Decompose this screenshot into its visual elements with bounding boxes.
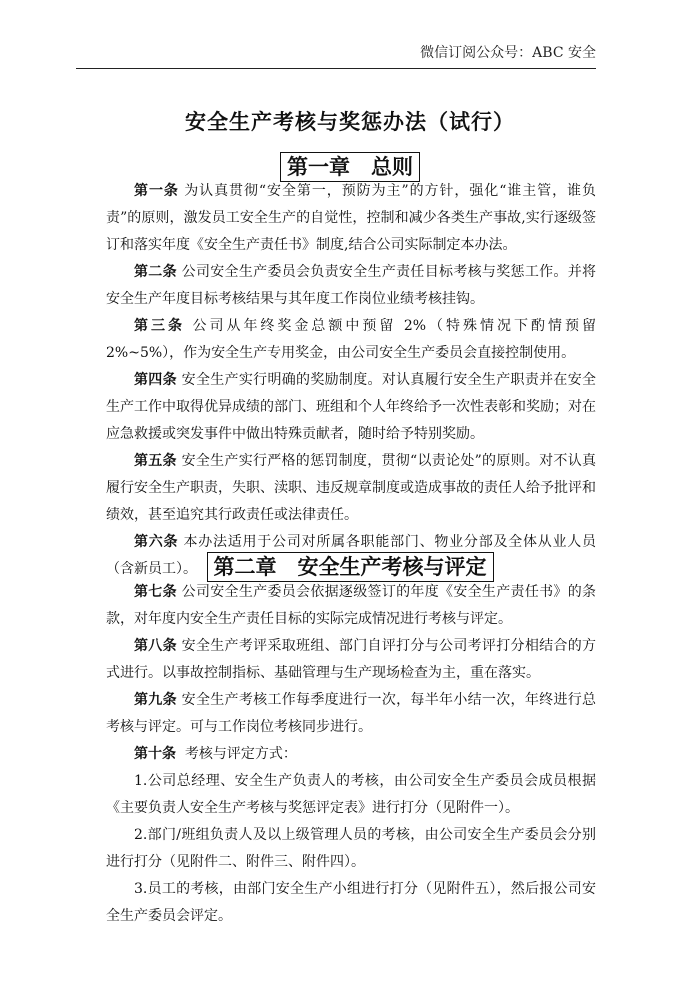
article-10 <box>106 741 596 768</box>
chapter-1-heading: 第一章 总则 <box>280 152 420 182</box>
list-item-1: 1.公司总经理、安全生产负责人的考核，由公司安全生产委员会成员根据《主要负责人安全生产考核与奖惩评定表》进行打分（见附件一）。 <box>106 773 596 816</box>
article-text: 公司安全生产委员会负责安全生产责任目标考核与奖惩工作。并将安全生产年度目标考核结果与其年度工作岗位业绩考核挂钩。 <box>106 264 597 307</box>
article-9 <box>106 687 596 741</box>
chapter-1-content <box>106 178 596 583</box>
article-label: 第十条 <box>134 746 176 762</box>
article-3 <box>106 313 596 367</box>
article-text: 安全生产实行严格的惩罚制度，贯彻“以责论处”的原则。对不认真履行安全生产职责，失职、渎职、违反规章制度或造成事故的责任人给予批评和绩效，甚至追究其行政责任或法律责任。 <box>106 453 596 523</box>
article-8 <box>106 633 596 687</box>
article-label: 第三条 <box>134 318 185 334</box>
article-label: 第二条 <box>134 264 177 280</box>
article-1 <box>106 178 596 259</box>
article-label: 第九条 <box>134 692 177 708</box>
article-label: 第七条 <box>134 584 177 600</box>
article-text: 安全生产考评采取班组、部门自评打分与公司考评打分相结合的方式进行。以事故控制指标、基础管理与生产现场检查为主，重在落实。 <box>106 638 597 681</box>
article-text: 安全生产实行明确的奖励制度。对认真履行安全生产职责并在安全生产工作中取得优异成绩的部门、班组和个人年终给予一次性表彰和奖励；对在应急救援或突发事件中做出特殊贡献者，随时给予特别奖励。 <box>106 372 597 442</box>
article-label: 第五条 <box>134 453 177 469</box>
article-text: 为认真贯彻“安全第一，预防为主”的方针，强化“谁主管，谁负责”的原则，激发员工安全生产的自觉性，控制和减少各类生产事故,实行逐级签订和落实年度《安全生产责任书》制度,结合公司实际制定本办法。 <box>106 183 596 253</box>
article-text: 本办法适用于公司对所属各职能部门、物业分部及全体从业人员（含新员工）。 <box>106 534 597 577</box>
article-label: 第六条 <box>134 534 179 550</box>
page-header <box>76 42 596 69</box>
chapter-2-content <box>106 579 596 930</box>
header-text: 微信订阅公众号：ABC 安全 <box>420 45 596 61</box>
chapter-2-heading: 第二章 安全生产考核与评定 <box>207 552 494 582</box>
article-label: 第八条 <box>134 638 177 654</box>
document-title: 安全生产考核与奖惩办法（试行） <box>185 109 515 134</box>
article-text: 考核与评定方式： <box>184 746 297 762</box>
article-text: 公司安全生产委员会依据逐级签订的年度《安全生产责任书》的条款，对年度内安全生产责任目标的实际完成情况进行考核与评定。 <box>106 584 597 627</box>
article-label: 第四条 <box>134 372 177 388</box>
article-5 <box>106 448 596 529</box>
article-label: 第一条 <box>134 183 179 199</box>
article-text: 安全生产考核工作每季度进行一次，每半年小结一次，年终进行总考核与评定。可与工作岗位考核同步进行。 <box>106 692 597 735</box>
article-2 <box>106 259 596 313</box>
list-item-2: 2.部门/班组负责人及以上级管理人员的考核，由公司安全生产委员会分别进行打分（见附件二、附件三、附件四）。 <box>106 827 596 870</box>
list-item-3: 3.员工的考核，由部门安全生产小组进行打分（见附件五），然后报公司安全生产委员会评定。 <box>106 881 596 924</box>
article-text: 公司从年终奖金总额中预留 2%（特殊情况下酌情预留 2%~5%），作为安全生产专用奖金，由公司安全生产委员会直接控制使用。 <box>106 318 597 361</box>
article-7 <box>106 579 596 633</box>
chapter-2-heading-wrap <box>0 552 700 582</box>
article-4 <box>106 367 596 448</box>
